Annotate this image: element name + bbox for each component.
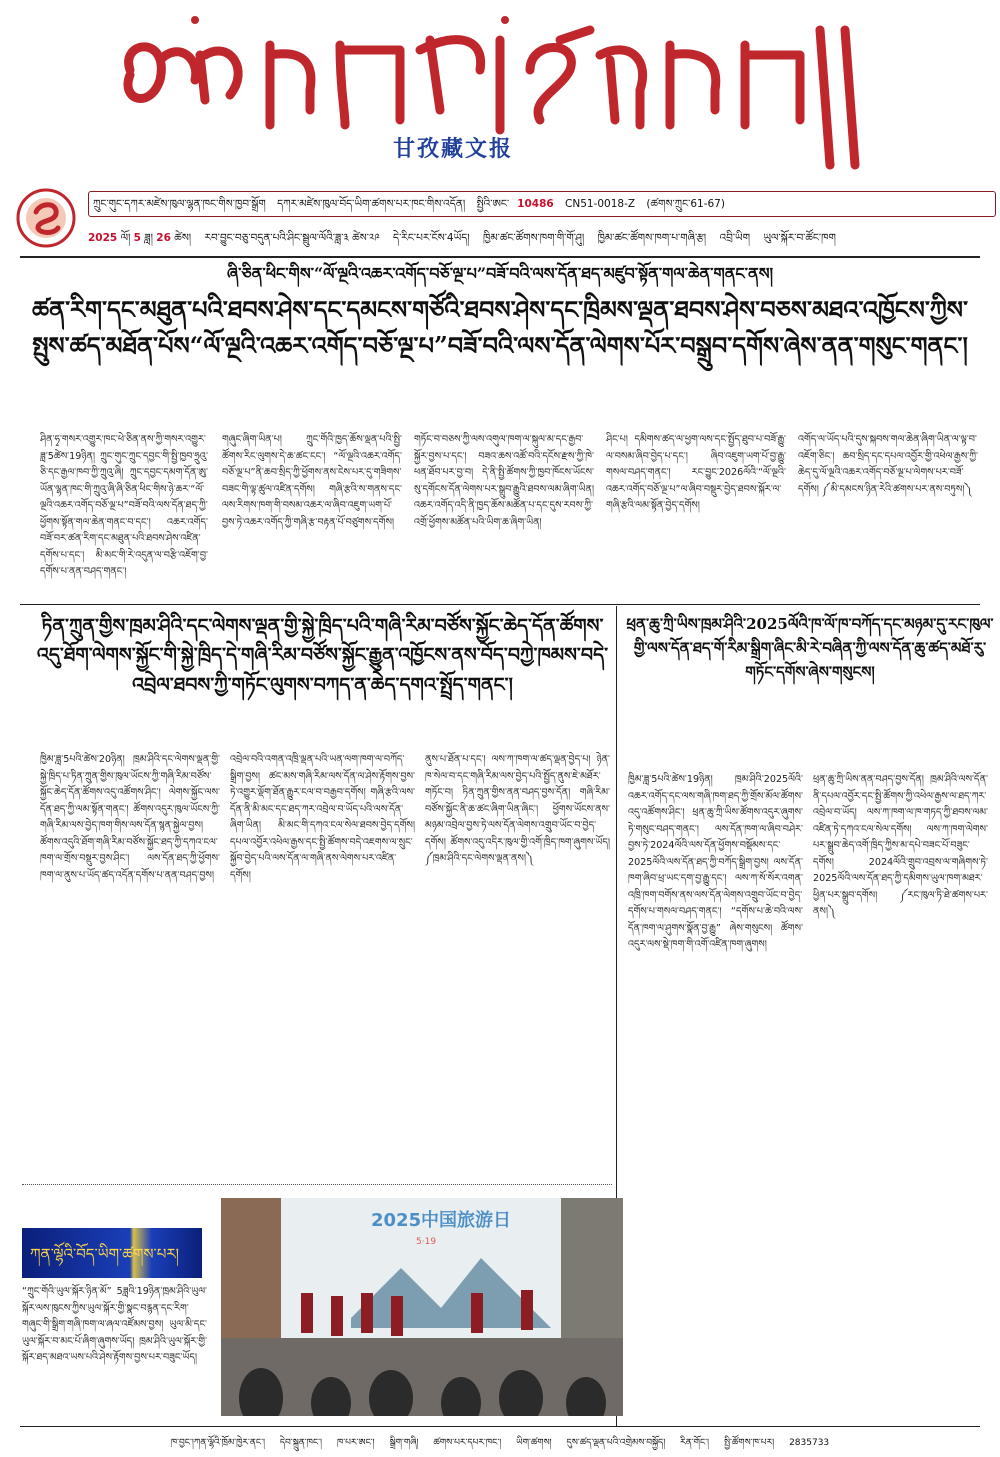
footer-item: ཁ་པར་ཨང་།	[336, 1438, 375, 1448]
footer-rule	[20, 1426, 980, 1427]
cn-code: CN51-0018-Z	[565, 198, 636, 210]
newspaper-logo-icon	[14, 186, 78, 250]
issue-number: 10486	[517, 198, 554, 210]
event-photo	[221, 1198, 623, 1416]
lunar-date: རབ་བྱུང་བཅུ་བདུན་པའི་ཤིང་སྦྲུལ་ལོའི་ཟླ་༣ ཚེས་༢༩	[204, 232, 380, 244]
issue-label: སྤྱིའི་ཨང་	[476, 198, 510, 210]
masthead	[0, 0, 1000, 185]
footer-item: དེབ་སྐྲུན་ཁང་།	[279, 1438, 323, 1448]
story2-column: ཁྱིམ་ཟླ་5པའི་ཚེས་20ཉིན། ཁྲམ་ཤིའི་དང་ལེགས་ལྡན་གྱི་སྐྱེ་ཁྲིད་པ་ཏིན་ཀྲུན་གྱིས་ཁུལ་ཡོངས་ཀྱི་གཞི་རིམ་བཙོས་སྐྱོང་ཆེད་དོན་ཚོགས་འདུ་འཚོགས་ཤིང་། ལེགས་སྐྱོང་ལས་དོན་ཐད་ཀྱི་ལམ་སྟོན་གནང་། ཚོགས་འདུར་ཁུལ་ཡོངས་ཀྱི་གཞི་རིམ་ལས་བྱེད་ཁག་གིས་ལས་དོན་སྙན་སྐྱེལ་བྱས། ཚོགས་འདུའི་ཐོག་གཞི་རིམ་བཙོས་སྐྱོང་ཐད་ཀྱི་དཀའ་ངལ་ཁག་ལ་གྲོས་བསྡུར་བྱས་ཤིང་། ལས་དོན་ཐད་ཀྱི་ཕྱོགས་ཁག་ལ་ནུས་པ་ཡོད་ཚད་འདོན་དགོས་པ་ནན་བཤད་བྱས།	[40, 754, 220, 881]
story2-column: འབྲེལ་བའི་འགན་འཁྲི་ལྡན་པའི་ཡན་ལག་ཁག་ལ་བཀོད་སྒྲིག་བྱས། ཚང་མས་གཞི་རིམ་ལས་དོན་ལ་ཤེས་རྟོགས་བྱས་ཏེ་འགྱུར་ལྡོག་ཐོན་རྒྱུར་ངལ་བ་བརྒྱབ་དགོས། གཞི་རྩའི་ལས་དོན་ནི་མི་མང་དང་ཐད་ཀར་འབྲེལ་བ་ཡོད་པའི་ལས་དོན་ཞིག་ཡིན། མི་མང་གི་དཀའ་ངལ་སེལ་ཐབས་བྱེད་དགོས། དཔལ་འབྱོར་འཕེལ་རྒྱས་དང་སྤྱི་ཚོགས་བདེ་འཇགས་ལ་སྲུང་སྐྱོབ་བྱེད་པའི་ལས་དོན་ལ་གཞི་ནས་ལེགས་པར་འཛིན་དགོས།	[230, 754, 415, 881]
date-bar: 2025 ལོ། 5 ཟླ། 26 ཚེས། རབ་བྱུང་བཅུ་བདུན་པའི་ཤིང་སྦྲུལ་ལོའི་ཟླ་༣ ཚེས་༢༩ དེ་རིང་པར་ངོས་4ཡོད། ཁྱིམ་ཚང་ཚོགས་ཁག་གི་གོ་ཤུ། ཁྱིམ་ཚང་ཚོགས་ཁག་པ་གཞི་རྩ། འབྲི་ཡིག ཡུལ་སྐོར་བ་ཚོང་ཁག	[88, 232, 836, 244]
publisher: ཀྲུང་གུང་དཀར་མཛེས་ཁུལ་ལྷན་ཁང་གིས་ཁྱབ་སྒྲོག	[93, 198, 266, 210]
masthead-rule	[20, 256, 980, 258]
footer-item: ཁ་བྱང་།ཀན་ལྷོའི་ཁྲོམ་ཁྱེར་ནང་།	[170, 1438, 265, 1448]
sidebar-caption: “ཀྲུང་གོའི་ཡུལ་སྐོར་ཉིན་མོ” 5ཟླའི་19ཉིན་ཁྲམ་ཤིའི་ཡུལ་སྐོར་ལས་ཁུངས་ཀྱིས་ཡུལ་སྐོར་གྱི་སྣང་བརྙན་དང་རིག་གཞུང་གི་སྒྲིག་གཞི་ཁག་ལ་ཞལ་འཛོམས་བྱས། ཡུལ་མི་དང་ཡུལ་སྐོར་བ་མང་པོ་ཞིག་ཞུགས་ཡོད། ཁྲམ་ཤིའི་ཡུལ་སྐོར་གྱི་སྐོར་ཐད་མཐའ་ཡས་པའི་ཤེས་རྟོགས་བྱས་པར་བཟུང་ཡོད།	[22, 1286, 207, 1363]
masthead-chinese-title: 甘孜藏文报	[392, 136, 513, 162]
page-count: དེ་རིང་པར་ངོས་4ཡོད།	[393, 232, 470, 244]
top-story-column: ཤིང་པ། དམིགས་ཚད་ལ་ཕྱག་ལས་དང་སྤྱོད་ཐུབ་པ་བཟོ་རྒྱུ་ལ་བསམ་ཞིབ་བྱེད་པ་དང་། ཞིབ་འཇུག་ཡག་པོ་བྱ་རྒྱུ་གསལ་བཤད་གནང་། རང་བྱུང་2026ལོའི་“ལོ་ལྔའི་འཆར་འགོད་བཅོ་ལྔ་པ”ལ་ཞིབ་བསྡུར་བྱེད་ཐབས་སྐོར་ལ་གཞི་རྩའི་ལམ་སྟོན་བྱེད་དགོས།	[606, 434, 786, 511]
top-story-column: གཞུང་ཞིག་ཡིན་པ། ཀྲུང་གོའི་ཁྱད་ཆོས་ལྡན་པའི་སྤྱི་ཚོགས་རིང་ལུགས་དེ་ཆ་ཚང་ངང་། “ལོ་ལྔའི་འཆར་འགོད་བཅོ་ལྔ་པ”ནི་ཆབ་སྲིད་ཀྱི་ཕྱོགས་ནས་ངེས་པར་དུ་གཟིགས་བཟང་གི་ལྟ་ཚུལ་འཛིན་དགོས། གཞི་རྩའི་ས་གནས་དང་ལས་རིགས་ཁག་གི་བསམ་འཆར་ལ་ཞིབ་འཇུག་ཡག་པོ་བྱས་ཏེ་འཆར་འགོད་ཀྱི་གཞི་རྩ་བརྟན་པོ་བཙུགས་དགོས།	[222, 434, 402, 528]
top-story-column: ཤིན་ཧྭ་གསར་འགྱུར་ཁང་ཕེ་ཅིན་ནས་ཀྱི་གསར་འགྱུར་ཟླ་5ཚེས་19ཉིན། ཀྲུང་གུང་ཀྲུང་དབྱང་གི་སྤྱི་ཁྱབ་ཧྲུའུ་ཅི་དང་རྒྱལ་ཁབ་ཀྱི་ཀྲུའུ་ཞི། ཀྲུང་དབྱང་དམག་དོན་ཨུ་ཡོན་ལྷན་ཁང་གི་ཀྲུའུ་ཞི་ཞི་ཅིན་ཕིང་གིས་ཉེ་ཆར་“ལོ་ལྔའི་འཆར་འགོད་བཅོ་ལྔ་པ”བཟོ་བའི་ལས་དོན་ཐད་ཀྱི་ཕྱོགས་སྟོན་གལ་ཆེན་གནང་བ་དང་། འཆར་འགོད་བཟོ་བར་ཚན་རིག་དང་མཐུན་པའི་ཐབས་ཤེས་འཛིན་དགོས་པ་དང་། མི་མང་གི་རེ་འདུན་ལ་བརྩི་འཇོག་བྱ་དགོས་པ་ནན་བཤད་གནང་།	[40, 434, 208, 577]
footer-item: སྤྱི་ཚོགས་ཁ་པར།	[723, 1438, 775, 1448]
footer-item: ཡིག་ཚགས།	[516, 1438, 552, 1448]
footer-item: སྒྲིག་གཞི།	[389, 1438, 419, 1448]
top-story-kicker: ཞི་ཅིན་ཕིང་གིས་“ལོ་ལྔའི་འཆར་འགོད་བཅོ་ལྔ་པ”བཟོ་བའི་ལས་དོན་ཐད་མཛུབ་སྟོན་གལ་ཆེན་གནང་ནས།	[226, 264, 774, 283]
sidebar-banner-title: ཀན་ལྷོའི་བོད་ཡིག་ཚགས་པར།	[30, 1245, 179, 1263]
code-tail: (ཚགས་ཀྲུང་61-67)	[646, 198, 725, 210]
sponsor: དཀར་མཛེས་ཁུལ་བོད་ཡིག་ཚགས་པར་ཁང་གིས་འདོན།	[277, 198, 466, 210]
photo-banner-title: 中国旅游日	[421, 1210, 511, 1231]
dotted-divider	[22, 1184, 612, 1185]
story3-column: ཕྲན་ཆུ་ཀྲི་ཡིས་ནན་བཤད་བྱས་དོན། ཁྲམ་ཤིའི་ལས་དོན་ནི་དཔལ་འབྱོར་དང་སྤྱི་ཚོགས་ཀྱི་འཕེལ་རྒྱས་ལ་ཐད་ཀར་འབྲེལ་བ་ཡོད། ལས་ཀ་ཁག་ལ་ཁ་གཏད་ཀྱི་ཐབས་ལམ་འཛིན་ཏེ་དཀའ་ངལ་སེལ་དགོས། ལས་ཀ་ཁག་ལེགས་པར་སྒྲུབ་ཆེད་འགོ་ཁྲིད་ཀྱིས་མ་དཔེ་བཟང་པོ་བཟུང་དགོས། 2024ལོའི་གྲུབ་འབྲས་ལ་གཞིགས་ཏེ་2025ལོའི་ལས་དོན་ཐད་ཀྱི་དམིགས་ཡུལ་ཁག་མཐར་ཕྱིན་པར་སྒྲུབ་དགོས། ༼རང་ཁུལ་ཏི་ཐེ་ཚགས་པར་ནས།༽	[813, 774, 988, 917]
info-bar	[88, 191, 996, 217]
story3-headline: ཕྲན་ཆུ་ཀྲི་ཡིས་ཁྲམ་ཤིའི་2025ལོའི་ཁ་ལོ་ཁ་བཀོད་དང་མཉམ་དུ་རང་ཁུལ་གྱི་ལས་དོན་ཐད་གོ་རིམ་སྒྲིག་ཞིང་མི་རེ་བཞིན་ཀྱི་ལས་དོན་ཆུ་ཚད་མཐོ་རུ་གཏོང་དགོས་ཞེས་གསུངས།	[626, 615, 994, 681]
footer-phone: 2835733	[789, 1438, 830, 1448]
footer-item: རིན་གོང་།	[680, 1438, 710, 1448]
footer	[0, 1430, 1000, 1457]
photo-banner-year: 2025	[371, 1210, 422, 1231]
top-story-column: འགོད་ལ་ཡོད་པའི་དུས་སྐབས་གལ་ཆེན་ཞིག་ཡིན་ལ་ལྟ་བ་འཇོག་ཅིང་། ཆབ་སྲིད་དང་དཔལ་འབྱོར་གྱི་འཕེལ་རྒྱས་ཀྱི་ཆེད་དུ་ལོ་ལྔའི་འཆར་འགོད་བཅོ་ལྔ་པ་ལེགས་པར་བཟོ་དགོས། ༼མི་དམངས་ཉིན་རེའི་ཚགས་པར་ནས་བཏུས།༽	[798, 434, 978, 495]
datebar-item: ཡུལ་སྐོར་བ་ཚོང་ཁག	[763, 232, 836, 244]
section-rule	[20, 604, 980, 605]
story2-headline: ཏིན་ཀྲུན་གྱིས་ཁྲམ་ཤིའི་དང་ལེགས་ལྡན་གྱི་སྐྱེ་ཁྲིད་པའི་གཞི་རིམ་བཙོས་སྐྱོང་ཆེད་དོན་ཚོགས་འདུ་ཐོག་ལེགས་སྐྱོང་གི་སྐྱེ་ཁྲིད་དེ་གཞི་རིམ་བཙོས་སྐྱོང་རྒྱུན་འཁྱོངས་ནས་བོད་བཀྱེ་ཁམས་བདེ་འབྲེལ་ཐབས་ཀྱི་གཏོང་ལུགས་བཀད་ན་ཆེད་དགའ་སྤྲོད་གནང་།	[36, 615, 609, 696]
footer-item: ཚགས་པར་དཔར་ཁང་།	[433, 1438, 502, 1448]
top-story-column: གཏོང་བ་བཅས་ཀྱི་ལས་འགུལ་ཁག་ལ་སྐུལ་མ་དང་རྒྱབ་སྐྱོར་བྱས་པ་དང་། བཟའ་ཆས་འཚོ་བའི་དངོས་རྫས་ཀྱི་ཁེ་ཕན་ཐོབ་པར་བྱ་བ། དེ་ནི་སྤྱི་ཚོགས་ཀྱི་ཁྱབ་ཁོངས་ཡོངས་སུ་དགོངས་དོན་ལེགས་པར་སྒྲུབ་རྒྱུའི་ཐབས་ལམ་ཞིག་ཡིན། འཆར་འགོད་འདི་ནི་ཁྱད་ཆོས་མཚོན་པ་དང་དུས་རབས་ཀྱི་འགྲོ་ཕྱོགས་མཚོན་པའི་ཡིག་ཆ་ཞིག་ཡིན།	[414, 434, 594, 528]
datebar-item: ཁྱིམ་ཚང་ཚོགས་ཁག་གི་གོ་ཤུ།	[482, 232, 585, 244]
story2-column: ནུས་པ་ཐོན་པ་དང་། ལས་ཀ་ཁག་ལ་ཚད་ལྡན་བྱེད་པ། ཉེན་ཁ་སེལ་བ་དང་གཞི་རིམ་ལས་བྱེད་པའི་སྤྱོད་ནུས་ཇེ་མཐོར་གཏོང་བ། ཏིན་ཀྲུན་གྱིས་ནན་བཤད་བྱས་དོན། གཞི་རིམ་བཙོས་སྐྱོང་ནི་ཆ་ཚང་ཞིག་ཡིན་ཞིང་། ཕྱོགས་ཡོངས་ནས་མཉམ་འབྲེལ་བྱས་ཏེ་ལས་དོན་ལེགས་འགྲུབ་ཡོང་བ་བྱེད་དགོས། ཚོགས་འདུ་འདིར་ཁུལ་གྱི་འགོ་ཁྲིད་ཁག་ཞུགས་ཡོད། ༼ཁྲམ་ཤིའི་དང་ལེགས་ལྡན་ནས།༽	[425, 754, 610, 864]
date-day: 26	[156, 232, 171, 244]
datebar-item: འབྲི་ཡིག	[719, 232, 751, 244]
photo-banner-date: 5·19	[416, 1237, 437, 1247]
datebar-item: ཁྱིམ་ཚང་ཚོགས་ཁག་པ་གཞི་རྩ།	[597, 232, 707, 244]
date-year: 2025	[88, 232, 118, 244]
story3-column: ཁྱིམ་ཟླ་5པའི་ཚེས་19ཉིན། ཁྲམ་ཤིའི་2025ལོའི་འཆར་འགོད་དང་ལས་གཞི་ཁག་ཐད་ཀྱི་གྲོས་མོལ་ཚོགས་འདུ་འཚོགས་ཤིང་། ཕྲན་ཆུ་ཀྲི་ཡིས་ཚོགས་འདུར་ཞུགས་ཏེ་གསུང་བཤད་གནང་། ལས་དོན་ཁག་ལ་ཞིབ་བཤེར་བྱས་ཏེ་2024ལོའི་ལས་དོན་ཕྱོགས་བསྡོམས་དང་2025ལོའི་ལས་དོན་ཐད་ཀྱི་བཀོད་སྒྲིག་བྱས། ལས་དོན་ཁག་ཞིབ་ཕྲ་ཡང་དག་བྱ་རྒྱུ་དང་། ལས་ཀ་སོ་སོར་འགན་འཁྲི་ཁག་བགོས་ནས་ལས་དོན་ལེགས་འགྲུབ་ཡོང་བ་བྱེད་དགོས་པ་གསལ་བཤད་གནང་། “དགོས་པ་ཆེ་བའི་ལས་དོན་ཁག་ལ་ཤུགས་སྣོན་བྱ་རྒྱུ” ཞེས་གསུངས། ཚོགས་འདུར་ལས་སྡེ་ཁག་གི་འགོ་འཛིན་ཁག་ཞུགས།	[628, 774, 803, 950]
date-month: 5	[133, 232, 141, 244]
top-story-headline: ཚན་རིག་དང་མཐུན་པའི་ཐབས་ཤེས་དང་དམངས་གཙོའི་ཐབས་ཤེས་དང་ཁྲིམས་ལྡན་ཐབས་ཤེས་བཅས་མཐའ་འཁྱོངས་ཀྱིས་སྤུས་ཚད་མཐོན་པོས“ལོ་ལྔའི་འཆར་འགོད་བཅོ་ལྔ་པ”བཟོ་བའི་ལས་དོན་ལེགས་པོར་བསྒྲུབ་དགོས་ཞེས་ནན་གསུང་གནང་།	[31, 295, 969, 360]
footer-item: དུས་ཚད་ལྡན་པའི་འགྲེམས་བསྐྱོད།	[566, 1438, 666, 1448]
